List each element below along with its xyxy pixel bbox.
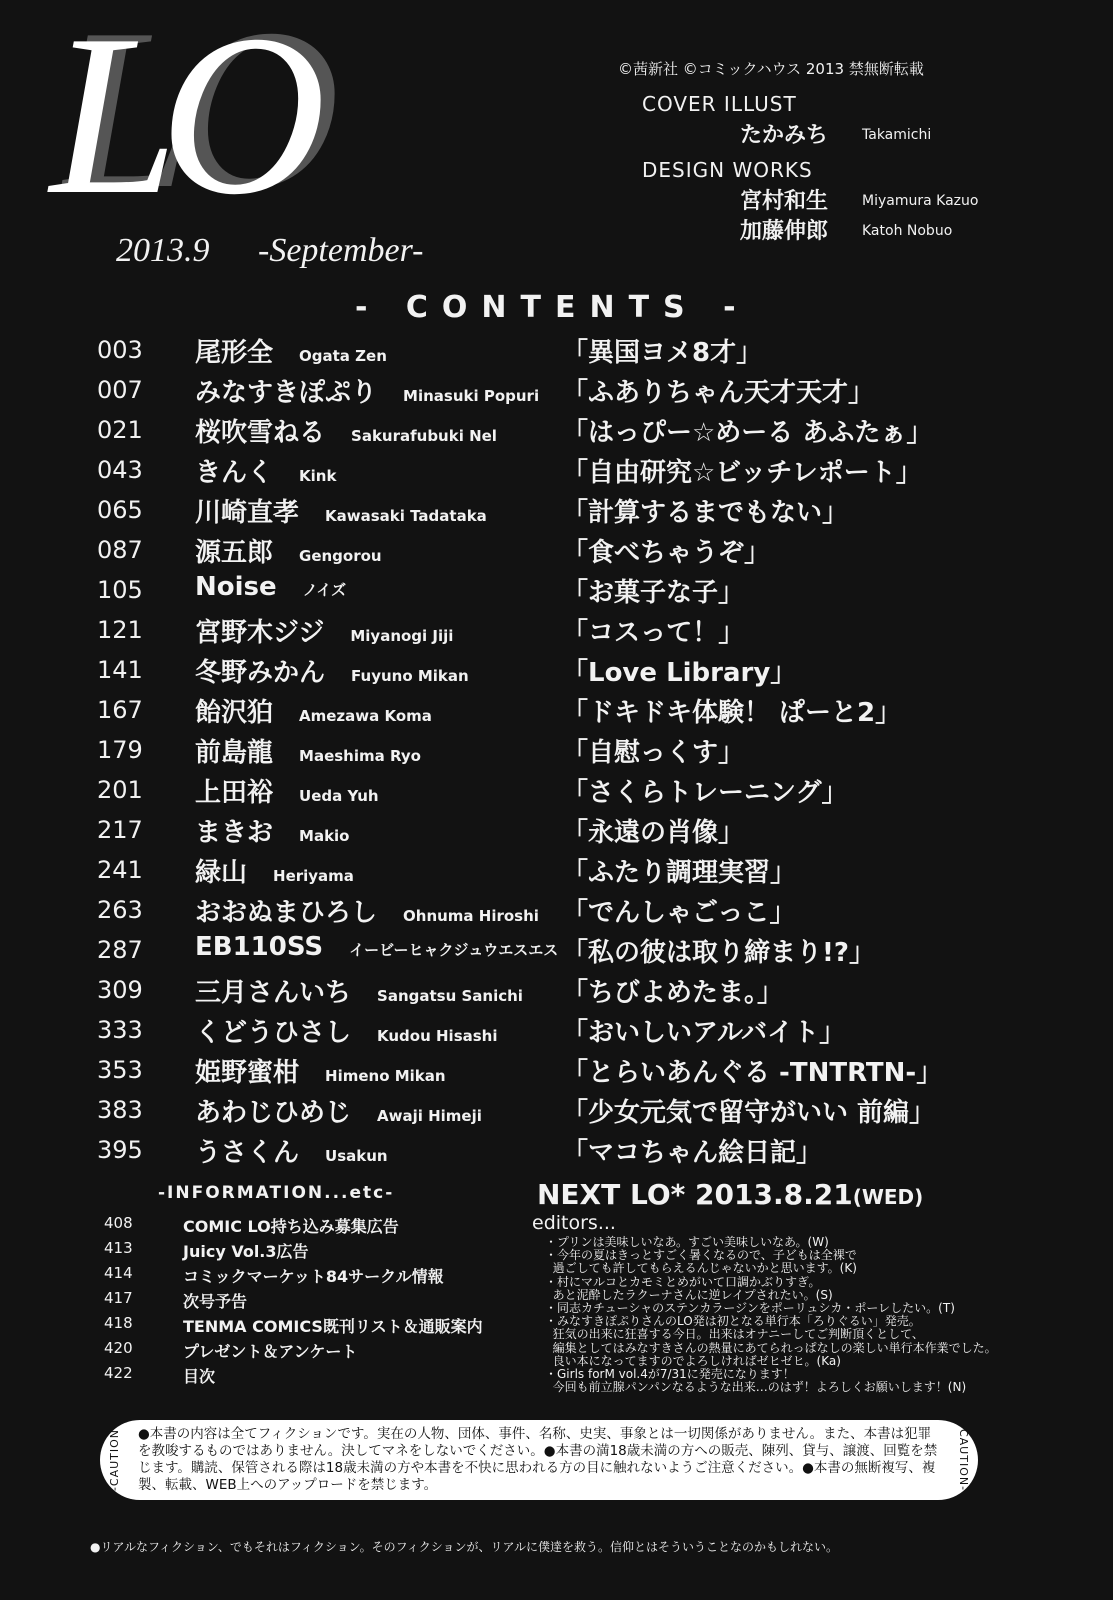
next-issue-day: (WED) [852, 1185, 924, 1209]
story-title: 「私の彼は取り締まり!?」 [562, 938, 875, 968]
story-title: 「ふたり調理実習」 [562, 858, 797, 888]
author-name: きんく [195, 458, 274, 488]
author-name: うさくん [195, 1138, 300, 1168]
story-title: 「マコちゃん絵日記」 [562, 1138, 823, 1168]
story-title: 「異国ヨメ8才」 [562, 338, 763, 368]
story-title: 「ドキドキ体験！ ぱーと2」 [562, 698, 902, 728]
author-romaji: Sakurafubuki Nel [351, 427, 497, 445]
contents-row [0, 1056, 1113, 1096]
story-title: 「自慰っくす」 [562, 738, 745, 768]
author-romaji: Himeno Mikan [325, 1067, 446, 1085]
caution-text: ●本書の内容は全てフィクションです。実在の人物、団体、事件、名称、史実、事象とは一切関係がありません。また、本書は犯罪を教唆するものではありません。決してマネをしないでください。●本書の満18歳未満の方への販売、陳列、貸与、譲渡、回覧を禁じます。購読、保管される際は18歳未満の方や本書を不快に思われる方の目に触れないようご注意ください。●本書の無断複写、複製、転載、WEB上へのアップロードを禁じます。 [138, 1426, 938, 1493]
caution-label-left: -CAUTION- [108, 1424, 121, 1492]
author-romaji: Ohnuma Hiroshi [403, 907, 539, 925]
author-name: 上田裕 [195, 778, 274, 808]
information-text: プレゼント＆アンケート [183, 1342, 358, 1361]
story-title: 「永遠の肖像」 [562, 818, 745, 848]
story-title: 「食べちゃうぞ」 [562, 538, 771, 568]
footer-note: ●リアルなフィクション、でもそれはフィクション。そのフィクションが、リアルに僕達を救う。信仰とはそういうことなのかもしれない。 [90, 1540, 838, 1554]
author-name: 三月さんいち [195, 978, 352, 1008]
contents-row [0, 536, 1113, 576]
story-title: 「少女元気で留守がいい 前編」 [562, 1098, 936, 1128]
page-number: 333 [97, 1016, 143, 1044]
page-number: 383 [97, 1096, 143, 1124]
page-number: 043 [97, 456, 143, 484]
author-name: Noise [195, 572, 277, 602]
contents-heading: - CONTENTS - [355, 290, 750, 325]
author-romaji: Miyanogi Jiji [350, 627, 454, 645]
story-title: 「はっぴー☆めーる あふたぁ」 [562, 418, 933, 448]
page-number: 353 [97, 1056, 143, 1084]
author-name: 川崎直孝 [195, 498, 300, 528]
story-title: 「ちびよめたま。」 [562, 978, 784, 1008]
author-romaji: Kawasaki Tadataka [325, 507, 487, 525]
next-issue-date: NEXT LO* 2013.8.21 [537, 1178, 853, 1211]
information-heading: -INFORMATION...etc- [158, 1183, 395, 1203]
cover-artist: たかみち [740, 123, 829, 148]
page-number: 408 [104, 1214, 133, 1232]
page-number: 065 [97, 496, 143, 524]
designer-romaji: Miyamura Kazuo [862, 193, 979, 209]
story-title: 「Love Library」 [562, 658, 797, 688]
contents-row [0, 1136, 1113, 1176]
page-number: 141 [97, 656, 143, 684]
editors-notes: ・プリンは美味しいなあ。すごい美味しいなあ。(W) ・今年の夏はきっとすごく暑くなるので、子どもは全裸で 過ごしても許してもらえるんじゃないかと思います。(K) ・村にマルコとカモミとめがいて口調かぶりすぎ。 あと泥酔したラクーナさんに逆レイプされたい。(S) ・同志カチューシャのステンカラージンをポーリュシカ・ポーレしたい。(T) ・みなすきぽぷりさんのLO発は初となる単行本「ろりぐるい」発売。 狂気の出来に狂喜する今日。出来はオナニーしてご判断頂くとして、 編集としてはみなすきさんの熱量にあてられっぱなしの楽しい単行本作業でした。 良い本になってますのでよろしければゼヒゼヒ。(Ka) ・Girls forM vol.4が7/31に発売になります！ 今回も前立腺パンパンなるような出来…のはず！よろしくお願いします！(N) [545, 1235, 997, 1395]
contents-row [0, 456, 1113, 496]
information-text: コミックマーケット84サークル情報 [183, 1267, 444, 1286]
contents-row [0, 736, 1113, 776]
author-name: みなすきぽぷり [195, 378, 378, 408]
author-romaji: Amezawa Koma [299, 707, 432, 725]
page-number: 007 [97, 376, 143, 404]
page-number: 241 [97, 856, 143, 884]
contents-row [0, 656, 1113, 696]
story-title: 「さくらトレーニング」 [562, 778, 848, 808]
page-number: 167 [97, 696, 143, 724]
author-name: 源五郎 [195, 538, 274, 568]
page-number: 417 [104, 1289, 133, 1307]
page-number: 179 [97, 736, 143, 764]
page-number: 395 [97, 1136, 143, 1164]
designer-romaji: Katoh Nobuo [862, 223, 953, 239]
page-number: 420 [104, 1339, 133, 1357]
next-issue [537, 1178, 923, 1211]
information-text: 目次 [183, 1367, 216, 1386]
story-title: 「ふありちゃん天才天才」 [562, 378, 875, 408]
copyright: ©茜新社 ©コミックハウス 2013 禁無断転載 [618, 60, 924, 78]
author-romaji: Kink [299, 467, 337, 485]
author-romaji: Fuyuno Mikan [351, 667, 469, 685]
author-romaji: Gengorou [299, 547, 382, 565]
contents-row [0, 616, 1113, 656]
contents-row [0, 976, 1113, 1016]
page-number: 121 [97, 616, 143, 644]
page-number: 422 [104, 1364, 133, 1382]
contents-row [0, 376, 1113, 416]
issue-number: 2013.9 [116, 232, 210, 269]
author-name: 冬野みかん [195, 658, 326, 688]
story-title: 「計算するまでもない」 [562, 498, 849, 528]
author-name: 緑山 [195, 858, 248, 888]
contents-row [0, 932, 1113, 976]
cover-artist-romaji: Takamichi [862, 127, 932, 143]
page-number: 309 [97, 976, 143, 1004]
author-name: まきお [195, 818, 274, 848]
author-name: 尾形全 [195, 338, 274, 368]
author-name: おおぬまひろし [195, 898, 378, 928]
page-number: 414 [104, 1264, 133, 1282]
issue-month: -September- [258, 232, 424, 269]
page-number: 087 [97, 536, 143, 564]
author-name: くどうひさし [195, 1018, 352, 1048]
story-title: 「とらいあんぐる -TNTRTN-」 [562, 1058, 943, 1088]
page-number: 287 [97, 936, 143, 964]
designer-name: 加藤伸郎 [740, 219, 829, 244]
author-romaji: Maeshima Ryo [299, 747, 421, 765]
cover-label: COVER ILLUST [642, 92, 797, 116]
author-name: 飴沢狛 [195, 698, 274, 728]
contents-row [0, 696, 1113, 736]
contents-row [0, 572, 1113, 616]
story-title: 「お菓子な子」 [562, 578, 745, 608]
author-name: 宮野木ジジ [195, 618, 325, 648]
author-romaji: ノイズ [302, 581, 347, 599]
page-number: 201 [97, 776, 143, 804]
author-romaji: Kudou Hisashi [377, 1027, 498, 1045]
author-name: 姫野蜜柑 [195, 1058, 300, 1088]
author-romaji: Ogata Zen [299, 347, 387, 365]
contents-row [0, 1016, 1113, 1056]
author-romaji: Ueda Yuh [299, 787, 379, 805]
information-text: COMIC LO持ち込み募集広告 [183, 1217, 399, 1236]
author-romaji: Usakun [325, 1147, 388, 1165]
contents-row [0, 336, 1113, 376]
contents-row [0, 416, 1113, 456]
contents-row [0, 776, 1113, 816]
story-title: 「でんしゃごっこ」 [562, 898, 796, 928]
author-romaji: Heriyama [273, 867, 354, 885]
design-label: DESIGN WORKS [642, 158, 813, 182]
caution-box [100, 1420, 978, 1500]
author-name: 桜吹雪ねる [195, 418, 326, 448]
author-romaji: イービーヒャクジュウエスエス [349, 941, 559, 959]
page-number: 105 [97, 576, 143, 604]
author-name: 前島龍 [195, 738, 274, 768]
information-text: 次号予告 [183, 1292, 248, 1311]
author-romaji: Awaji Himeji [377, 1107, 482, 1125]
author-romaji: Sangatsu Sanichi [377, 987, 523, 1005]
contents-row [0, 856, 1113, 896]
contents-row [0, 1096, 1113, 1136]
page-number: 418 [104, 1314, 133, 1332]
story-title: 「おいしいアルバイト」 [562, 1018, 846, 1048]
page-number: 003 [97, 336, 143, 364]
page-number: 263 [97, 896, 143, 924]
contents-row [0, 896, 1113, 936]
author-name: EB110SS [195, 932, 324, 962]
designer-name: 宮村和生 [740, 189, 829, 214]
contents-row [0, 816, 1113, 856]
author-romaji: Makio [299, 827, 350, 845]
story-title: 「自由研究☆ビッチレポート」 [562, 458, 922, 488]
page-number: 413 [104, 1239, 133, 1257]
story-title: 「コスって！」 [562, 618, 745, 648]
page-number: 021 [97, 416, 143, 444]
author-romaji: Minasuki Popuri [403, 387, 540, 405]
information-text: TENMA COMICS既刊リスト＆通販案内 [183, 1317, 483, 1336]
magazine-logo: LO [50, 0, 309, 242]
caution-label-right: -CAUTION- [957, 1424, 970, 1492]
information-text: Juicy Vol.3広告 [183, 1242, 309, 1261]
contents-row [0, 496, 1113, 536]
author-name: あわじひめじ [195, 1098, 352, 1128]
page-number: 217 [97, 816, 143, 844]
editors-heading: editors... [532, 1212, 616, 1234]
